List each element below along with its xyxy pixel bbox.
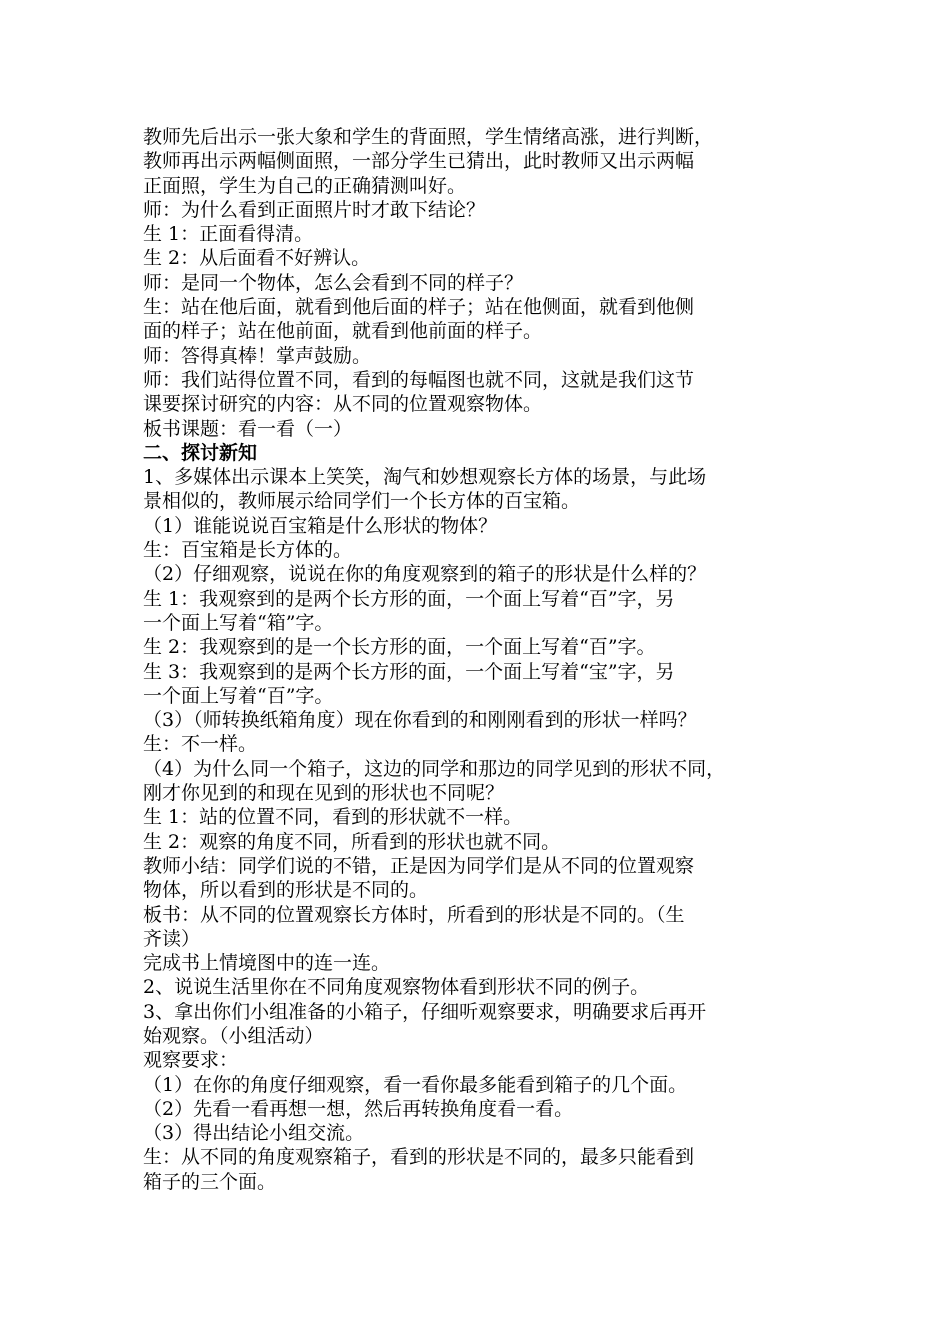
text-line: 生 1：正面看得清。 bbox=[143, 223, 314, 246]
text-line: 生：不一样。 bbox=[143, 733, 258, 756]
text-line: 正面照，学生为自己的正确猜测叫好。 bbox=[143, 174, 467, 197]
text-line: 物体，所以看到的形状是不同的。 bbox=[143, 879, 429, 902]
text-line: 师：为什么看到正面照片时才敢下结论？ bbox=[143, 198, 486, 221]
text-line: 生 3：我观察到的是两个长方形的面，一个面上写着“宝”字，另 bbox=[143, 660, 675, 683]
text-line: 生 1：我观察到的是两个长方形的面，一个面上写着“百”字，另 bbox=[143, 587, 675, 610]
text-line: 面的样子；站在他前面，就看到他前面的样子。 bbox=[143, 320, 543, 343]
text-line: 生 1：站的位置不同，看到的形状就不一样。 bbox=[143, 806, 523, 829]
text-line: 2、说说生活里你在不同角度观察物体看到形状不同的例子。 bbox=[143, 976, 650, 999]
text-line: 3、拿出你们小组准备的小箱子，仔细听观察要求，明确要求后再开 bbox=[143, 1000, 707, 1023]
text-line: 景相似的，教师展示给同学们一个长方体的百宝箱。 bbox=[143, 490, 581, 513]
text-line: 教师再出示两幅侧面照，一部分学生已猜出，此时教师又出示两幅 bbox=[143, 150, 695, 173]
text-line: 一个面上写着“箱”字。 bbox=[143, 611, 334, 634]
text-line: 板书课题：看一看（一） bbox=[143, 417, 353, 440]
text-line: 生：从不同的角度观察箱子，看到的形状是不同的，最多只能看到 bbox=[143, 1146, 695, 1169]
text-line: 齐读） bbox=[143, 927, 201, 950]
section-heading: 二、探讨新知 bbox=[143, 441, 258, 464]
text-line: 一个面上写着“百”字。 bbox=[143, 684, 334, 707]
text-line: （2）先看一看再想一想，然后再转换角度看一看。 bbox=[143, 1097, 574, 1120]
text-line: （1）在你的角度仔细观察，看一看你最多能看到箱子的几个面。 bbox=[143, 1073, 688, 1096]
text-line: 1、多媒体出示课本上笑笑，淘气和妙想观察长方体的场景，与此场 bbox=[143, 466, 707, 489]
text-line: 师：我们站得位置不同，看到的每幅图也就不同，这就是我们这节 bbox=[143, 368, 695, 391]
text-line: 生 2：从后面看不好辨认。 bbox=[143, 247, 371, 270]
text-line: 生：百宝箱是长方体的。 bbox=[143, 539, 353, 562]
text-line: 完成书上情境图中的连一连。 bbox=[143, 952, 391, 975]
document-body bbox=[143, 125, 823, 1194]
text-line: 教师小结：同学们说的不错，正是因为同学们是从不同的位置观察 bbox=[143, 854, 695, 877]
text-line: 师：是同一个物体，怎么会看到不同的样子？ bbox=[143, 271, 524, 294]
text-line: 师：答得真棒！掌声鼓励。 bbox=[143, 344, 372, 367]
text-line: 生：站在他后面，就看到他后面的样子；站在他侧面，就看到他侧 bbox=[143, 296, 695, 319]
text-line: 刚才你见到的和现在见到的形状也不同呢？ bbox=[143, 782, 505, 805]
text-line: 教师先后出示一张大象和学生的背面照，学生情绪高涨，进行判断， bbox=[143, 126, 714, 148]
text-line: 生 2：观察的角度不同，所看到的形状也就不同。 bbox=[143, 830, 561, 853]
text-line: （1）谁能说说百宝箱是什么形状的物体？ bbox=[143, 514, 498, 537]
text-line: 生 2：我观察到的是一个长方形的面，一个面上写着“百”字。 bbox=[143, 636, 656, 659]
text-line: 课要探讨研究的内容：从不同的位置观察物体。 bbox=[143, 393, 543, 416]
text-line: 始观察。（小组活动） bbox=[143, 1024, 324, 1047]
text-line: （3）得出结论小组交流。 bbox=[143, 1122, 365, 1145]
text-line: 观察要求： bbox=[143, 1049, 239, 1072]
text-line: 箱子的三个面。 bbox=[143, 1170, 277, 1193]
text-line: （4）为什么同一个箱子，这边的同学和那边的同学见到的形状不同， bbox=[143, 757, 726, 780]
text-line: （3）（师转换纸箱角度）现在你看到的和刚刚看到的形状一样吗？ bbox=[143, 709, 697, 732]
text-line: （2）仔细观察，说说在你的角度观察到的箱子的形状是什么样的？ bbox=[143, 563, 707, 586]
text-line: 板书：从不同的位置观察长方体时，所看到的形状是不同的。（生 bbox=[143, 903, 685, 926]
